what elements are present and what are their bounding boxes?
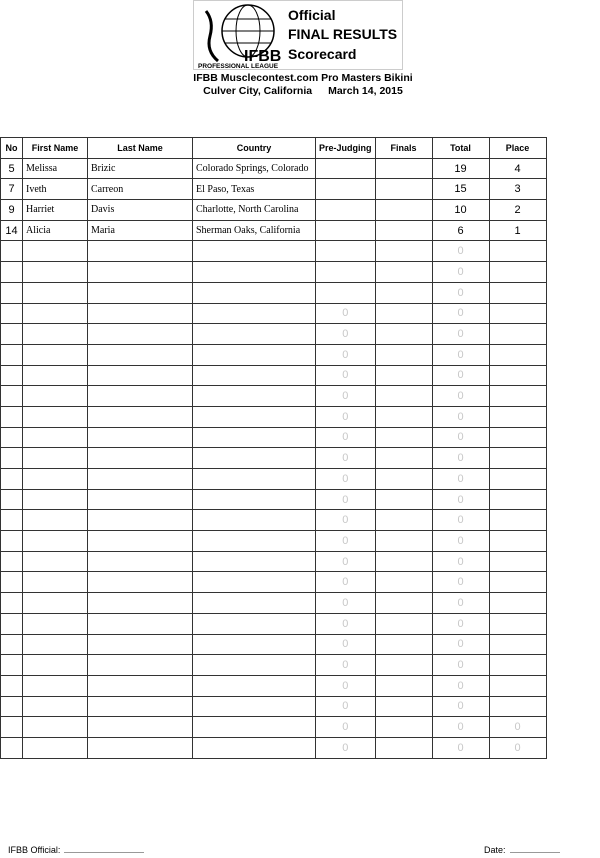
cell-place[interactable] xyxy=(489,469,546,490)
cell-first-name[interactable] xyxy=(23,696,88,717)
cell-no[interactable] xyxy=(1,551,23,572)
cell-last-name[interactable] xyxy=(88,717,193,738)
cell-pre-judging[interactable]: 0 xyxy=(316,593,376,614)
official-label: IFBB Official: xyxy=(8,845,61,855)
cell-last-name[interactable] xyxy=(88,365,193,386)
globe-logo-icon xyxy=(196,1,291,69)
cell-no[interactable] xyxy=(1,241,23,262)
table-row xyxy=(1,675,547,696)
cell-no[interactable] xyxy=(1,448,23,469)
table-row xyxy=(1,572,547,593)
cell-no[interactable] xyxy=(1,469,23,490)
cell-pre-judging[interactable]: 0 xyxy=(316,406,376,427)
table-row xyxy=(1,634,547,655)
cell-last-name[interactable] xyxy=(88,489,193,510)
table-row xyxy=(1,531,547,552)
cell-finals[interactable] xyxy=(375,448,432,469)
cell-total[interactable]: 0 xyxy=(432,262,489,283)
cell-pre-judging[interactable]: 0 xyxy=(316,572,376,593)
cell-last-name[interactable] xyxy=(88,241,193,262)
cell-country[interactable] xyxy=(193,386,316,407)
cell-first-name[interactable]: Iveth xyxy=(23,179,88,200)
cell-place[interactable] xyxy=(489,324,546,345)
cell-finals[interactable] xyxy=(375,200,432,221)
cell-place[interactable] xyxy=(489,448,546,469)
cell-place[interactable] xyxy=(489,655,546,676)
cell-total[interactable]: 0 xyxy=(432,303,489,324)
cell-first-name[interactable] xyxy=(23,675,88,696)
cell-place[interactable] xyxy=(489,365,546,386)
table-row xyxy=(1,717,547,738)
cell-finals[interactable] xyxy=(375,717,432,738)
cell-place[interactable] xyxy=(489,613,546,634)
cell-finals[interactable] xyxy=(375,655,432,676)
cell-country[interactable] xyxy=(193,634,316,655)
cell-last-name[interactable] xyxy=(88,531,193,552)
cell-pre-judging[interactable]: 0 xyxy=(316,303,376,324)
cell-place[interactable]: 0 xyxy=(489,737,546,758)
cell-place[interactable] xyxy=(489,572,546,593)
cell-country[interactable] xyxy=(193,655,316,676)
cell-total[interactable]: 0 xyxy=(432,510,489,531)
cell-no[interactable] xyxy=(1,634,23,655)
cell-country[interactable]: Sherman Oaks, California xyxy=(193,220,316,241)
cell-first-name[interactable] xyxy=(23,655,88,676)
cell-country[interactable] xyxy=(193,241,316,262)
cell-pre-judging[interactable]: 0 xyxy=(316,737,376,758)
cell-pre-judging[interactable]: 0 xyxy=(316,365,376,386)
column-header-total: Total xyxy=(432,138,489,159)
cell-finals[interactable] xyxy=(375,220,432,241)
column-header-last-name: Last Name xyxy=(88,138,193,159)
cell-pre-judging[interactable]: 0 xyxy=(316,531,376,552)
cell-total[interactable]: 0 xyxy=(432,448,489,469)
cell-country[interactable] xyxy=(193,262,316,283)
table-row xyxy=(1,593,547,614)
cell-last-name[interactable] xyxy=(88,427,193,448)
cell-place[interactable] xyxy=(489,489,546,510)
cell-total[interactable]: 10 xyxy=(432,200,489,221)
title-official: Official xyxy=(288,7,336,23)
cell-first-name[interactable]: Melissa xyxy=(23,158,88,179)
cell-pre-judging[interactable]: 0 xyxy=(316,489,376,510)
cell-country[interactable]: Charlotte, North Carolina xyxy=(193,200,316,221)
cell-country[interactable]: Colorado Springs, Colorado xyxy=(193,158,316,179)
cell-finals[interactable] xyxy=(375,531,432,552)
cell-country[interactable] xyxy=(193,572,316,593)
cell-last-name[interactable] xyxy=(88,324,193,345)
cell-last-name[interactable] xyxy=(88,510,193,531)
cell-no[interactable] xyxy=(1,510,23,531)
cell-last-name[interactable] xyxy=(88,634,193,655)
cell-pre-judging[interactable]: 0 xyxy=(316,386,376,407)
cell-first-name[interactable] xyxy=(23,262,88,283)
cell-no[interactable] xyxy=(1,593,23,614)
cell-country[interactable] xyxy=(193,613,316,634)
cell-no[interactable] xyxy=(1,303,23,324)
cell-total[interactable]: 0 xyxy=(432,324,489,345)
cell-country[interactable] xyxy=(193,344,316,365)
cell-total[interactable]: 0 xyxy=(432,717,489,738)
cell-first-name[interactable] xyxy=(23,427,88,448)
cell-no[interactable] xyxy=(1,427,23,448)
cell-pre-judging[interactable]: 0 xyxy=(316,655,376,676)
cell-finals[interactable] xyxy=(375,406,432,427)
cell-place[interactable] xyxy=(489,675,546,696)
cell-total[interactable]: 0 xyxy=(432,593,489,614)
cell-first-name[interactable] xyxy=(23,448,88,469)
cell-total[interactable]: 0 xyxy=(432,696,489,717)
cell-place[interactable] xyxy=(489,551,546,572)
table-row xyxy=(1,510,547,531)
cell-country[interactable] xyxy=(193,593,316,614)
cell-first-name[interactable] xyxy=(23,613,88,634)
cell-last-name[interactable] xyxy=(88,262,193,283)
cell-finals[interactable] xyxy=(375,282,432,303)
table-row xyxy=(1,469,547,490)
cell-first-name[interactable] xyxy=(23,241,88,262)
cell-country[interactable] xyxy=(193,469,316,490)
cell-first-name[interactable] xyxy=(23,489,88,510)
title-scorecard: Scorecard xyxy=(288,46,357,62)
date-line[interactable] xyxy=(510,852,560,853)
cell-total[interactable]: 0 xyxy=(432,737,489,758)
table-row xyxy=(1,448,547,469)
table-row xyxy=(1,551,547,572)
svg-text:PROFESSIONAL LEAGUE: PROFESSIONAL LEAGUE xyxy=(198,63,279,69)
cell-last-name[interactable] xyxy=(88,696,193,717)
cell-finals[interactable] xyxy=(375,696,432,717)
cell-finals[interactable] xyxy=(375,489,432,510)
cell-finals[interactable] xyxy=(375,469,432,490)
cell-finals[interactable] xyxy=(375,572,432,593)
cell-total[interactable]: 15 xyxy=(432,179,489,200)
cell-finals[interactable] xyxy=(375,675,432,696)
cell-total[interactable]: 0 xyxy=(432,241,489,262)
cell-finals[interactable] xyxy=(375,613,432,634)
cell-pre-judging[interactable]: 0 xyxy=(316,469,376,490)
cell-no[interactable]: 14 xyxy=(1,220,23,241)
svg-text:IFBB: IFBB xyxy=(244,48,282,65)
table-row xyxy=(1,655,547,676)
official-signature-line[interactable] xyxy=(64,852,144,853)
cell-no[interactable] xyxy=(1,365,23,386)
cell-no[interactable] xyxy=(1,572,23,593)
cell-country[interactable] xyxy=(193,406,316,427)
cell-last-name[interactable]: Maria xyxy=(88,220,193,241)
table-row xyxy=(1,344,547,365)
cell-last-name[interactable] xyxy=(88,282,193,303)
cell-total[interactable]: 0 xyxy=(432,531,489,552)
cell-pre-judging[interactable]: 0 xyxy=(316,324,376,345)
cell-place[interactable] xyxy=(489,593,546,614)
cell-last-name[interactable]: Davis xyxy=(88,200,193,221)
cell-country[interactable] xyxy=(193,448,316,469)
cell-pre-judging[interactable]: 0 xyxy=(316,634,376,655)
table-row xyxy=(1,220,547,241)
cell-finals[interactable] xyxy=(375,386,432,407)
cell-total[interactable]: 19 xyxy=(432,158,489,179)
table-row xyxy=(1,737,547,758)
table-row xyxy=(1,613,547,634)
cell-country[interactable] xyxy=(193,551,316,572)
cell-place[interactable] xyxy=(489,282,546,303)
cell-finals[interactable] xyxy=(375,344,432,365)
table-row xyxy=(1,200,547,221)
official-signature xyxy=(8,845,144,855)
cell-total[interactable]: 0 xyxy=(432,572,489,593)
cell-finals[interactable] xyxy=(375,241,432,262)
cell-first-name[interactable] xyxy=(23,303,88,324)
cell-country[interactable] xyxy=(193,427,316,448)
cell-total[interactable]: 0 xyxy=(432,634,489,655)
cell-no[interactable] xyxy=(1,324,23,345)
cell-finals[interactable] xyxy=(375,365,432,386)
cell-first-name[interactable] xyxy=(23,531,88,552)
cell-no[interactable] xyxy=(1,386,23,407)
table-row xyxy=(1,365,547,386)
cell-place[interactable] xyxy=(489,344,546,365)
cell-pre-judging[interactable] xyxy=(316,200,376,221)
cell-pre-judging[interactable] xyxy=(316,220,376,241)
cell-pre-judging[interactable]: 0 xyxy=(316,510,376,531)
cell-no[interactable] xyxy=(1,717,23,738)
cell-country[interactable] xyxy=(193,510,316,531)
cell-pre-judging[interactable]: 0 xyxy=(316,696,376,717)
event-date: March 14, 2015 xyxy=(328,85,403,97)
cell-pre-judging[interactable] xyxy=(316,282,376,303)
cell-country[interactable] xyxy=(193,324,316,345)
cell-finals[interactable] xyxy=(375,593,432,614)
cell-first-name[interactable] xyxy=(23,572,88,593)
cell-total[interactable]: 0 xyxy=(432,675,489,696)
cell-country[interactable] xyxy=(193,531,316,552)
cell-finals[interactable] xyxy=(375,551,432,572)
cell-country[interactable] xyxy=(193,489,316,510)
results-table xyxy=(0,137,547,759)
cell-last-name[interactable]: Brizic xyxy=(88,158,193,179)
table-header xyxy=(1,138,547,159)
cell-total[interactable]: 0 xyxy=(432,469,489,490)
cell-total[interactable]: 0 xyxy=(432,613,489,634)
cell-place[interactable] xyxy=(489,262,546,283)
cell-place[interactable] xyxy=(489,427,546,448)
cell-last-name[interactable] xyxy=(88,613,193,634)
column-header-pre-judging: Pre-Judging xyxy=(316,138,376,159)
date-field xyxy=(484,845,560,855)
cell-no[interactable] xyxy=(1,489,23,510)
cell-country[interactable] xyxy=(193,717,316,738)
cell-place[interactable] xyxy=(489,696,546,717)
cell-pre-judging[interactable]: 0 xyxy=(316,717,376,738)
cell-last-name[interactable] xyxy=(88,469,193,490)
cell-country[interactable]: El Paso, Texas xyxy=(193,179,316,200)
cell-pre-judging[interactable]: 0 xyxy=(316,344,376,365)
cell-total[interactable]: 0 xyxy=(432,365,489,386)
cell-country[interactable] xyxy=(193,737,316,758)
cell-last-name[interactable] xyxy=(88,303,193,324)
cell-first-name[interactable]: Harriet xyxy=(23,200,88,221)
cell-no[interactable]: 7 xyxy=(1,179,23,200)
cell-no[interactable] xyxy=(1,613,23,634)
cell-country[interactable] xyxy=(193,303,316,324)
cell-first-name[interactable] xyxy=(23,365,88,386)
cell-total[interactable]: 0 xyxy=(432,282,489,303)
cell-first-name[interactable] xyxy=(23,386,88,407)
event-location-date xyxy=(3,85,600,97)
cell-no[interactable]: 9 xyxy=(1,200,23,221)
cell-place[interactable] xyxy=(489,303,546,324)
event-location: Culver City, California xyxy=(203,85,313,97)
table-row xyxy=(1,282,547,303)
cell-country[interactable] xyxy=(193,282,316,303)
cell-place[interactable] xyxy=(489,634,546,655)
cell-first-name[interactable] xyxy=(23,551,88,572)
cell-no[interactable] xyxy=(1,262,23,283)
cell-place[interactable] xyxy=(489,386,546,407)
cell-last-name[interactable] xyxy=(88,344,193,365)
cell-place[interactable]: 0 xyxy=(489,717,546,738)
column-header-first-name: First Name xyxy=(23,138,88,159)
cell-country[interactable] xyxy=(193,696,316,717)
cell-country[interactable] xyxy=(193,675,316,696)
cell-total[interactable]: 6 xyxy=(432,220,489,241)
cell-first-name[interactable] xyxy=(23,634,88,655)
cell-first-name[interactable] xyxy=(23,717,88,738)
table-row xyxy=(1,262,547,283)
cell-first-name[interactable] xyxy=(23,324,88,345)
cell-no[interactable] xyxy=(1,282,23,303)
table-row xyxy=(1,158,547,179)
cell-last-name[interactable] xyxy=(88,551,193,572)
cell-total[interactable]: 0 xyxy=(432,344,489,365)
cell-pre-judging[interactable]: 0 xyxy=(316,613,376,634)
cell-pre-judging[interactable] xyxy=(316,158,376,179)
column-header-no: No xyxy=(1,138,23,159)
cell-no[interactable] xyxy=(1,344,23,365)
cell-first-name[interactable] xyxy=(23,593,88,614)
cell-no[interactable] xyxy=(1,737,23,758)
cell-pre-judging[interactable]: 0 xyxy=(316,675,376,696)
cell-first-name[interactable] xyxy=(23,469,88,490)
cell-total[interactable]: 0 xyxy=(432,489,489,510)
cell-first-name[interactable] xyxy=(23,282,88,303)
cell-no[interactable] xyxy=(1,655,23,676)
cell-finals[interactable] xyxy=(375,427,432,448)
cell-place[interactable] xyxy=(489,531,546,552)
cell-place[interactable] xyxy=(489,241,546,262)
table-row xyxy=(1,386,547,407)
table-row xyxy=(1,241,547,262)
column-header-place: Place xyxy=(489,138,546,159)
date-label: Date: xyxy=(484,845,506,855)
cell-total[interactable]: 0 xyxy=(432,406,489,427)
cell-last-name[interactable] xyxy=(88,737,193,758)
table-row xyxy=(1,406,547,427)
cell-last-name[interactable] xyxy=(88,675,193,696)
cell-place[interactable]: 3 xyxy=(489,179,546,200)
cell-total[interactable]: 0 xyxy=(432,551,489,572)
cell-place[interactable] xyxy=(489,510,546,531)
cell-finals[interactable] xyxy=(375,324,432,345)
cell-finals[interactable] xyxy=(375,262,432,283)
cell-first-name[interactable] xyxy=(23,510,88,531)
cell-no[interactable]: 5 xyxy=(1,158,23,179)
cell-total[interactable]: 0 xyxy=(432,427,489,448)
cell-country[interactable] xyxy=(193,365,316,386)
column-header-finals: Finals xyxy=(375,138,432,159)
column-header-country: Country xyxy=(193,138,316,159)
table-row xyxy=(1,489,547,510)
title-final-results: FINAL RESULTS xyxy=(288,26,398,42)
cell-first-name[interactable] xyxy=(23,406,88,427)
cell-last-name[interactable] xyxy=(88,448,193,469)
cell-last-name[interactable] xyxy=(88,572,193,593)
cell-pre-judging[interactable] xyxy=(316,262,376,283)
cell-place[interactable]: 4 xyxy=(489,158,546,179)
cell-finals[interactable] xyxy=(375,179,432,200)
cell-total[interactable]: 0 xyxy=(432,386,489,407)
cell-pre-judging[interactable]: 0 xyxy=(316,448,376,469)
cell-pre-judging[interactable] xyxy=(316,241,376,262)
cell-pre-judging[interactable]: 0 xyxy=(316,427,376,448)
cell-finals[interactable] xyxy=(375,737,432,758)
cell-finals[interactable] xyxy=(375,634,432,655)
cell-no[interactable] xyxy=(1,696,23,717)
cell-place[interactable]: 1 xyxy=(489,220,546,241)
cell-no[interactable] xyxy=(1,531,23,552)
event-name: IFBB Musclecontest.com Pro Masters Bikini xyxy=(193,72,413,84)
table-row xyxy=(1,303,547,324)
table-row xyxy=(1,427,547,448)
cell-no[interactable] xyxy=(1,406,23,427)
cell-pre-judging[interactable] xyxy=(316,179,376,200)
table-row xyxy=(1,696,547,717)
cell-finals[interactable] xyxy=(375,158,432,179)
cell-last-name[interactable] xyxy=(88,593,193,614)
cell-place[interactable]: 2 xyxy=(489,200,546,221)
table-row xyxy=(1,179,547,200)
table-row xyxy=(1,324,547,345)
cell-first-name[interactable] xyxy=(23,737,88,758)
cell-last-name[interactable] xyxy=(88,655,193,676)
cell-first-name[interactable] xyxy=(23,344,88,365)
cell-pre-judging[interactable]: 0 xyxy=(316,551,376,572)
cell-last-name[interactable]: Carreon xyxy=(88,179,193,200)
cell-last-name[interactable] xyxy=(88,386,193,407)
cell-last-name[interactable] xyxy=(88,406,193,427)
cell-no[interactable] xyxy=(1,675,23,696)
cell-total[interactable]: 0 xyxy=(432,655,489,676)
cell-finals[interactable] xyxy=(375,303,432,324)
cell-finals[interactable] xyxy=(375,510,432,531)
cell-place[interactable] xyxy=(489,406,546,427)
cell-first-name[interactable]: Alicia xyxy=(23,220,88,241)
